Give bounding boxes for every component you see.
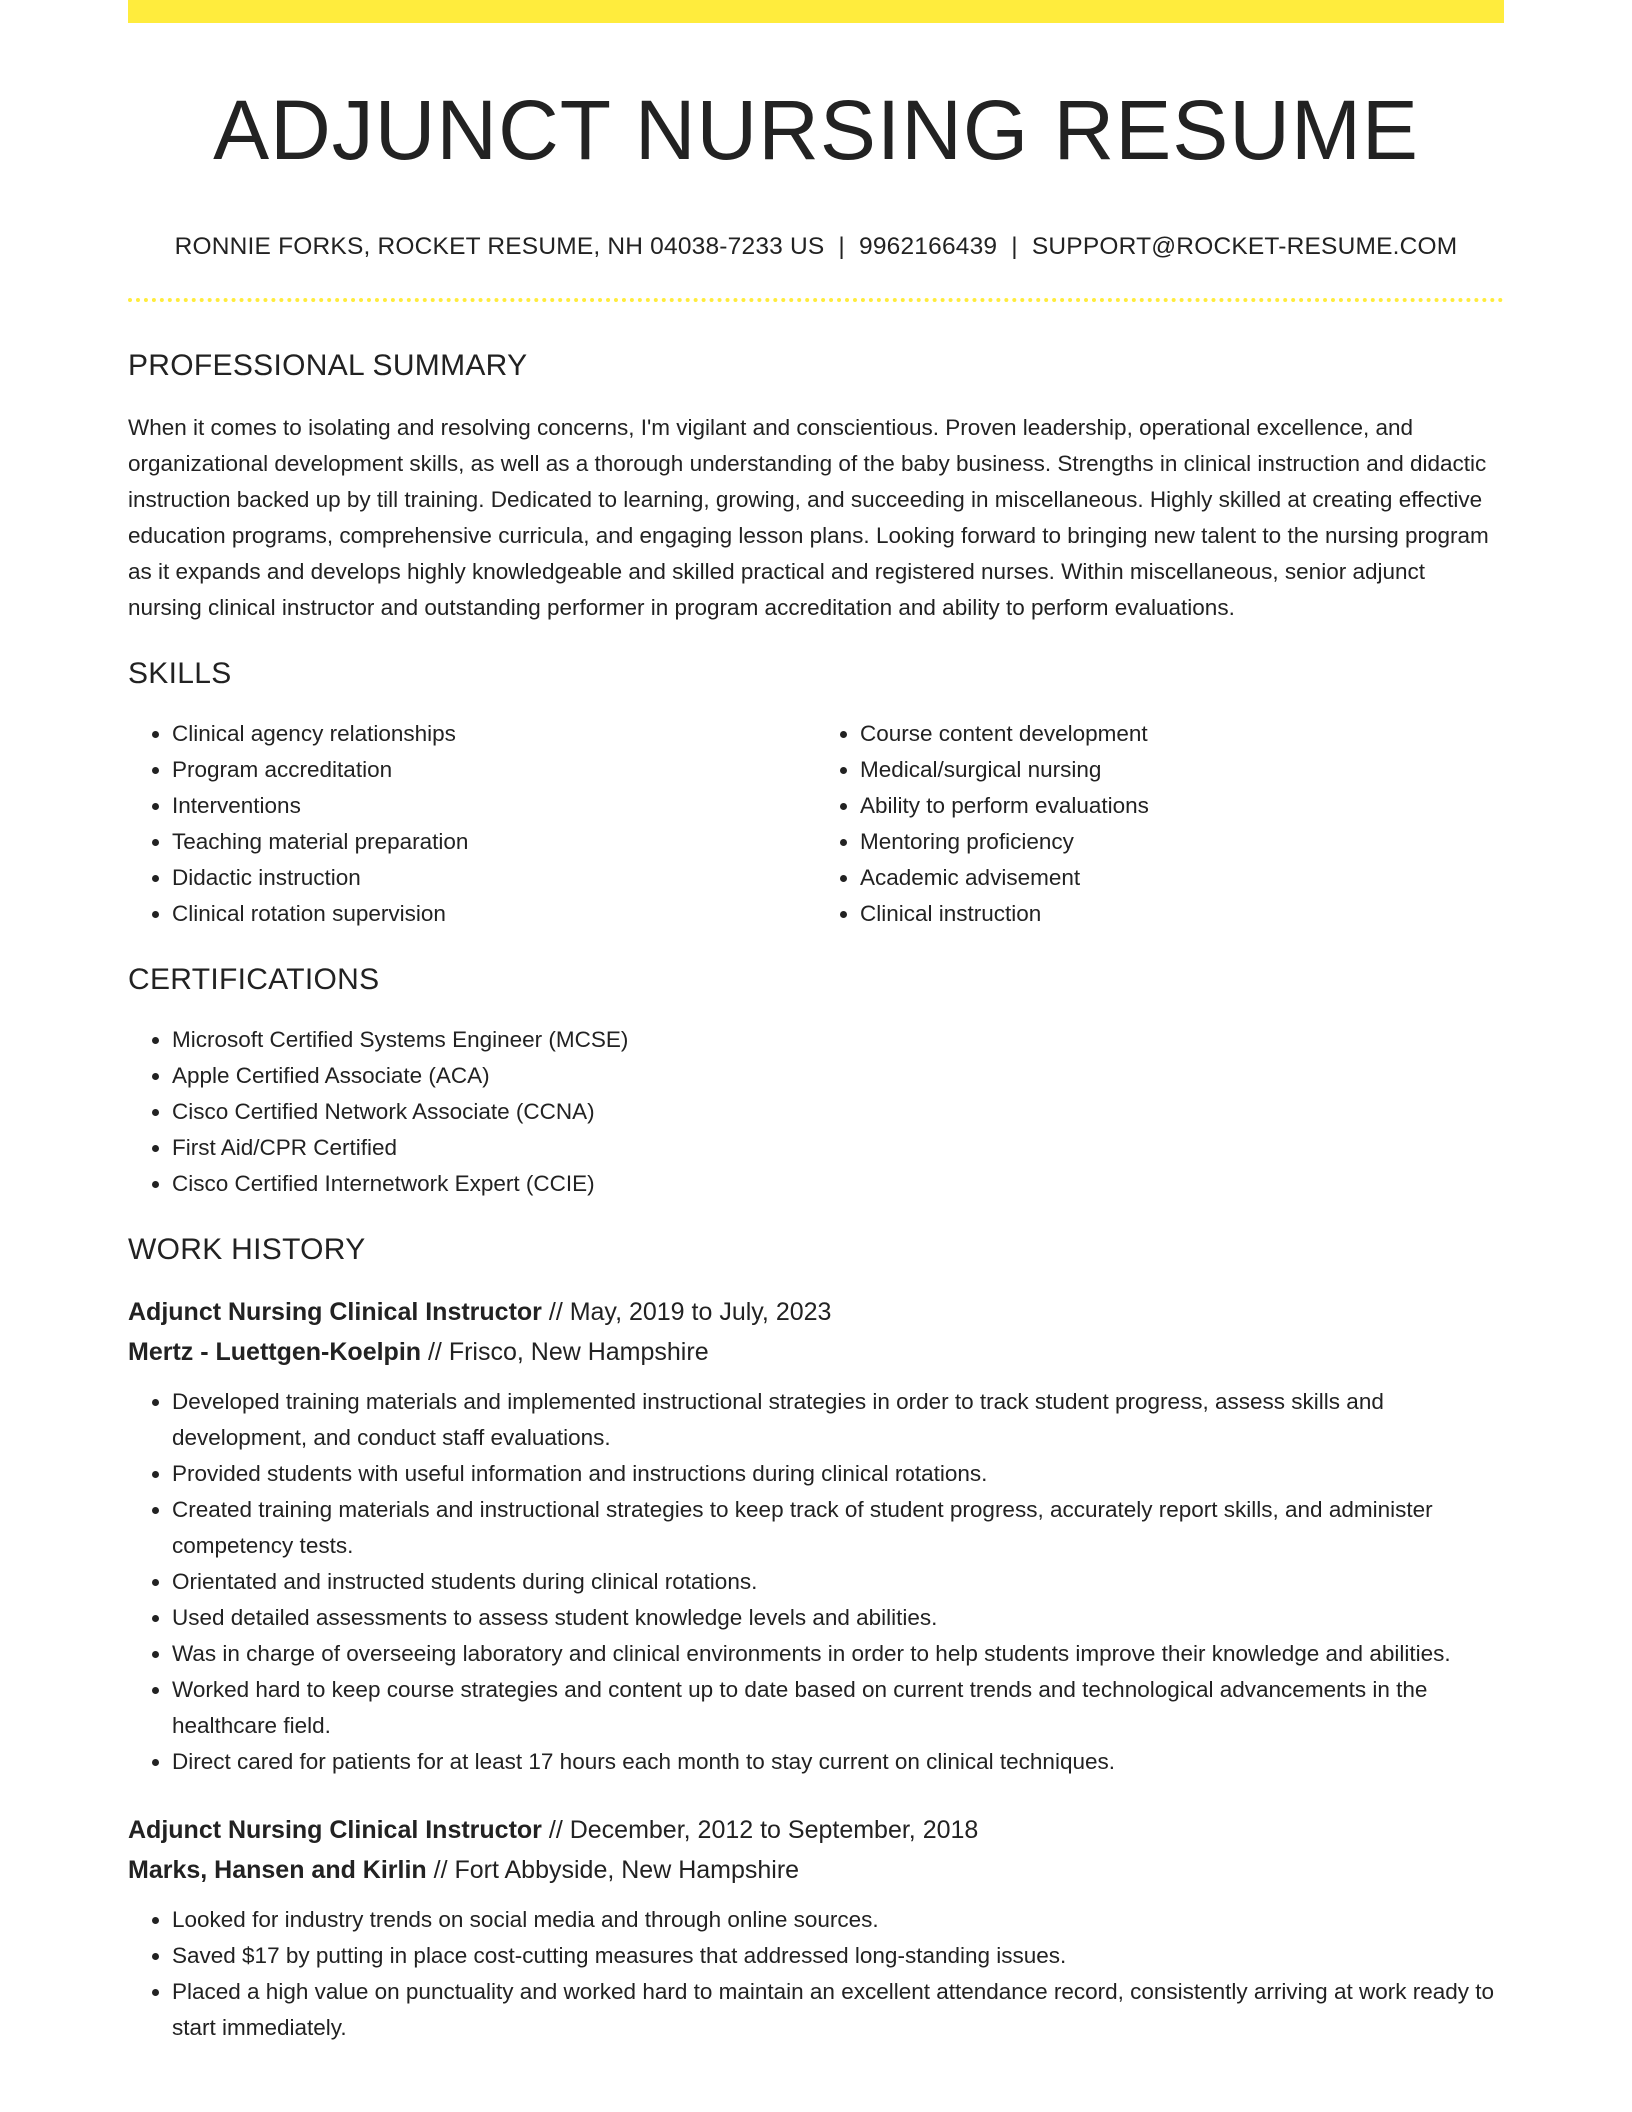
job-title-line <box>128 1810 1504 1850</box>
job-bullet: • Placed a high value on punctuality and worked hard to maintain an excellent attendance record, consistently arriving at work ready to start immediately. <box>172 1974 1504 2046</box>
dotted-divider <box>128 298 1504 302</box>
contact-email: SUPPORT@ROCKET-RESUME.COM <box>1031 233 1458 261</box>
summary-text: When it comes to isolating and resolving concerns, I'm vigilant and conscientious. Proven leadership, operational excellence, and organizational development skills, as well as a thorough understanding of the baby business. Strengths in clinical instruction and didactic instruction backed up by till training. Dedicated to learning, growing, and succeeding in miscellaneous. Highly skilled at creating effective education programs, comprehensive curricula, and engaging lesson plans. Looking forward to bringing new talent to the nursing program as it expands and develops highly knowledgeable and skilled practical and registered nurses. Within miscellaneous, senior adjunct nursing clinical instructor and outstanding performer in program accreditation and ability to perform evaluations. <box>128 414 1489 620</box>
resume-page <box>128 0 1504 2046</box>
job-bullet: • Used detailed assessments to assess student knowledge levels and abilities. <box>172 1600 1504 1636</box>
job-bullet: • Orientated and instructed students during clinical rotations. <box>172 1564 1504 1600</box>
skill-item: • Ability to perform evaluations <box>860 788 1504 824</box>
contact-line <box>128 232 1504 261</box>
skills-right-list <box>816 716 1504 932</box>
skills-heading: SKILLS <box>128 656 232 690</box>
skills-columns <box>128 716 1504 932</box>
skill-item: • Clinical instruction <box>860 896 1504 932</box>
skill-item: • Mentoring proficiency <box>860 824 1504 860</box>
job-bullet: • Saved $17 by putting in place cost-cutting measures that addressed long-standing issues. <box>172 1938 1504 1974</box>
skill-item: • Clinical rotation supervision <box>172 896 816 932</box>
top-accent-bar <box>128 0 1504 23</box>
job-bullets <box>128 1902 1504 2046</box>
job-bullet: • Provided students with useful information and instructions during clinical rotations. <box>172 1456 1504 1492</box>
job-bullets <box>128 1384 1504 1780</box>
job-title: Adjunct Nursing Clinical Instructor <box>128 1297 542 1326</box>
skills-section <box>128 656 1504 932</box>
certifications-heading: CERTIFICATIONS <box>128 962 380 996</box>
skill-item: • Course content development <box>860 716 1504 752</box>
skill-item: • Interventions <box>172 788 816 824</box>
job-entry <box>128 1292 1504 1780</box>
job-title: Adjunct Nursing Clinical Instructor <box>128 1815 542 1844</box>
resume-title: ADJUNCT NURSING RESUME <box>213 83 1419 177</box>
skill-item: • Medical/surgical nursing <box>860 752 1504 788</box>
work-history-heading: WORK HISTORY <box>128 1232 366 1266</box>
job-location: // Frisco, New Hampshire <box>421 1337 709 1366</box>
job-title-line <box>128 1292 1504 1332</box>
job-company: Marks, Hansen and Kirlin <box>128 1855 427 1884</box>
job-bullet: • Was in charge of overseeing laboratory and clinical environments in order to help students improve their knowledge and abilities. <box>172 1636 1504 1672</box>
summary-heading: PROFESSIONAL SUMMARY <box>128 348 528 382</box>
job-bullet: • Developed training materials and implemented instructional strategies in order to track student progress, assess skills and development, and conduct staff evaluations. <box>172 1384 1504 1456</box>
skills-left-list <box>128 716 816 932</box>
certification-item: • Cisco Certified Network Associate (CCNA) <box>172 1094 1504 1130</box>
certification-item: • Apple Certified Associate (ACA) <box>172 1058 1504 1094</box>
contact-separator: | <box>1011 233 1018 261</box>
skill-item: • Didactic instruction <box>172 860 816 896</box>
job-bullet: • Direct cared for patients for at least 17 hours each month to stay current on clinical techniques. <box>172 1744 1504 1780</box>
job-bullet: • Worked hard to keep course strategies and content up to date based on current trends and technological advancements in the healthcare field. <box>172 1672 1504 1744</box>
contact-separator: | <box>838 233 845 261</box>
skill-item: • Teaching material preparation <box>172 824 816 860</box>
contact-address: RONNIE FORKS, ROCKET RESUME, NH 04038-7233 US <box>174 233 825 261</box>
job-location: // Fort Abbyside, New Hampshire <box>426 1855 800 1884</box>
job-company-line <box>128 1850 1504 1890</box>
job-company-line <box>128 1332 1504 1372</box>
skill-item: • Clinical agency relationships <box>172 716 816 752</box>
job-company: Mertz - Luettgen-Koelpin <box>128 1337 422 1366</box>
job-entry <box>128 1810 1504 2046</box>
certification-item: • First Aid/CPR Certified <box>172 1130 1504 1166</box>
job-bullet: • Looked for industry trends on social media and through online sources. <box>172 1902 1504 1938</box>
contact-phone: 9962166439 <box>859 233 998 261</box>
work-history-section <box>128 1232 1504 2046</box>
certification-item: • Microsoft Certified Systems Engineer (MCSE) <box>172 1022 1504 1058</box>
job-dates: // May, 2019 to July, 2023 <box>541 1297 832 1326</box>
summary-section <box>128 348 1504 626</box>
job-dates: // December, 2012 to September, 2018 <box>541 1815 979 1844</box>
skill-item: • Program accreditation <box>172 752 816 788</box>
certification-item: • Cisco Certified Internetwork Expert (CCIE) <box>172 1166 1504 1202</box>
certifications-section <box>128 962 1504 1202</box>
skill-item: • Academic advisement <box>860 860 1504 896</box>
certifications-list <box>128 1022 1504 1202</box>
job-bullet: • Created training materials and instructional strategies to keep track of student progress, accurately report skills, and administer competency tests. <box>172 1492 1504 1564</box>
